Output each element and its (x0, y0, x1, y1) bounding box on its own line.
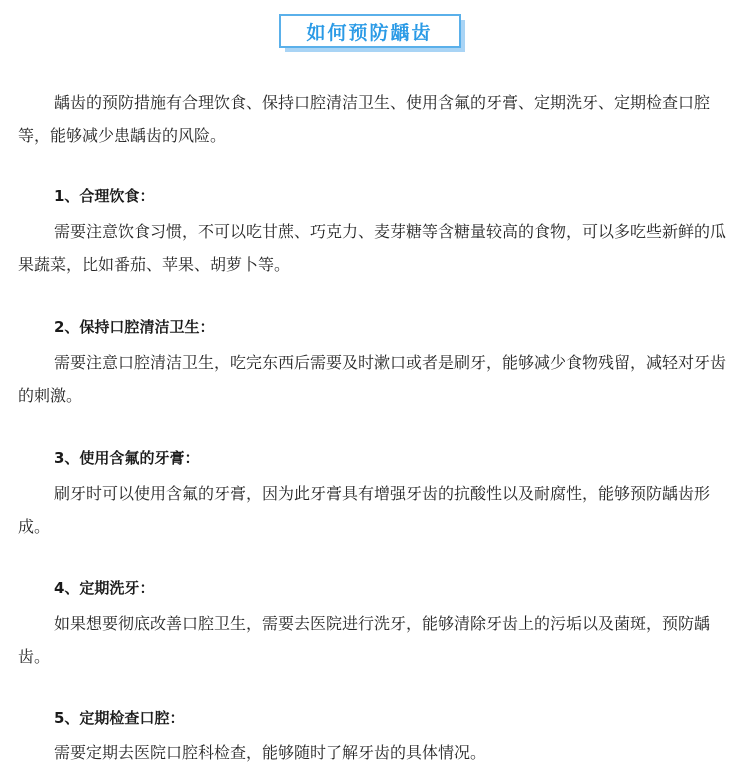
section-2-heading: 2、保持口腔清洁卫生： (54, 318, 215, 336)
section-4-heading: 4、定期洗牙： (54, 579, 155, 597)
section-1-body: 需要注意饮食习惯，不可以吃甘蔗、巧克力、麦芽糖等含糖量较高的食物，可以多吃些新鲜的瓜果蔬菜，比如番茄、苹果、胡萝卜等。 (18, 222, 727, 274)
title-frame (279, 14, 461, 48)
section-3-heading: 3、使用含氟的牙膏： (54, 449, 200, 467)
page-title: 如何预防龋齿 (306, 21, 433, 44)
section-5-heading: 5、定期检查口腔： (54, 709, 185, 727)
section-3-body: 刷牙时可以使用含氟的牙膏，因为此牙膏具有增强牙齿的抗酸性以及耐腐性，能够预防龋齿形成。 (18, 484, 711, 536)
section-5-body: 需要定期去医院口腔科检查，能够随时了解牙齿的具体情况。 (54, 743, 487, 762)
intro-paragraph: 龋齿的预防措施有合理饮食、保持口腔清洁卫生、使用含氟的牙膏、定期洗牙、定期检查口腔等，能够减少患龋齿的风险。 (18, 93, 711, 145)
title-box (279, 14, 469, 50)
section-4-body: 如果想要彻底改善口腔卫生，需要去医院进行洗牙，能够清除牙齿上的污垢以及菌斑，预防龋齿。 (18, 614, 711, 666)
section-1-heading: 1、合理饮食： (54, 187, 155, 205)
title-banner (0, 14, 747, 50)
section-2-body: 需要注意口腔清洁卫生，吃完东西后需要及时漱口或者是刷牙，能够减少食物残留，减轻对牙齿的刺激。 (18, 353, 727, 405)
